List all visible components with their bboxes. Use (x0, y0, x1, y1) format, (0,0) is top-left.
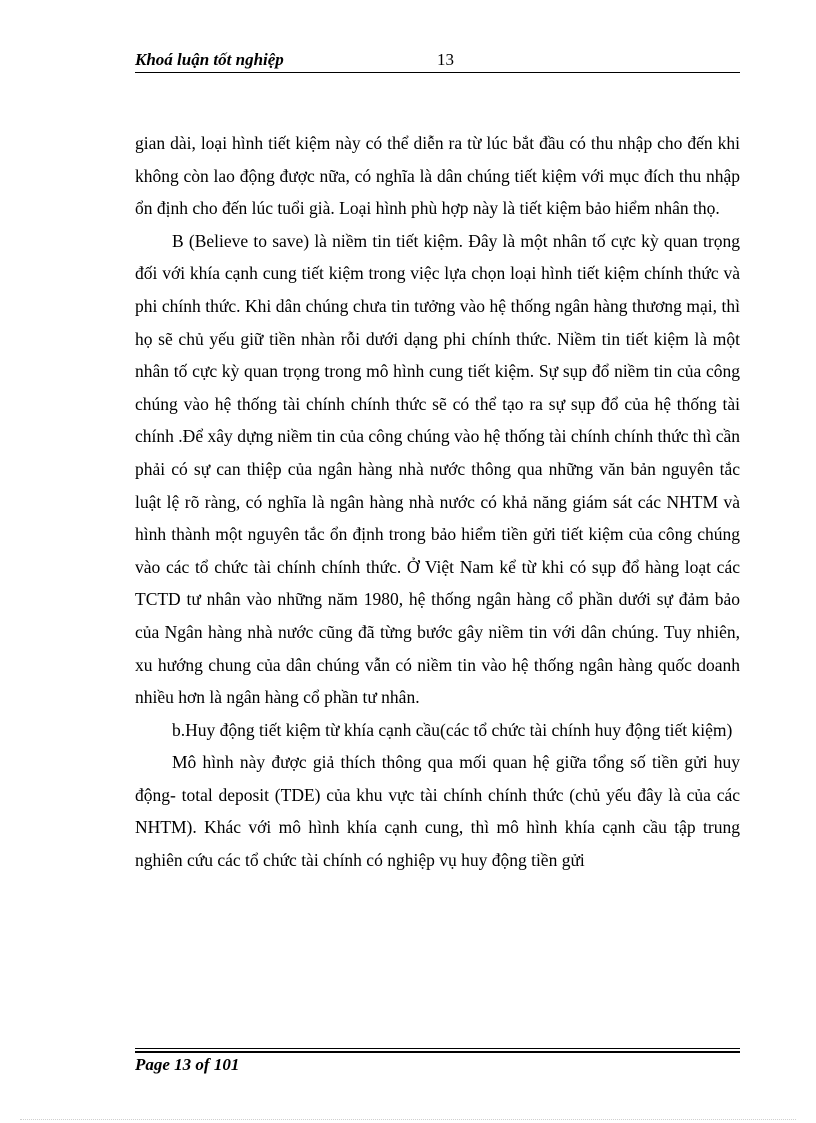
body-text (135, 127, 740, 877)
section-heading-demand-side: b.Huy động tiết kiệm từ khía cạnh cầu(các tổ chức tài chính huy động tiết kiệm) (172, 719, 733, 740)
page-header (135, 50, 740, 73)
footer-page-label: Page 13 of 101 (135, 1055, 240, 1074)
paragraph-believe-to-save: B (Believe to save) là niềm tin tiết kiệm. Đây là một nhân tố cực kỳ quan trọng đối với khía cạnh cung tiết kiệm trong việc lựa chọn loại hình tiết kiệm chính thức và phi chính thức. Khi dân chúng chưa tin tưởng vào hệ thống ngân hàng thương mại, thì họ sẽ chủ yếu giữ tiền nhàn rỗi dưới dạng phi chính thức. Niềm tin tiết kiệm là một nhân tố cực kỳ quan trọng trong mô hình cung tiết kiệm. Sự sụp đổ niềm tin của công chúng vào hệ thống tài chính chính thức sẽ có thể tạo ra sự sụp đổ của hệ thống tài chính .Để xây dựng niềm tin của công chúng vào hệ thống tài chính chính thức thì cần phải có sự can thiệp của ngân hàng nhà nước thông qua những văn bản nguyên tắc luật lệ rõ ràng, có nghĩa là ngân hàng nhà nước có khả năng giám sát các NHTM và hình thành một nguyên tắc ổn định trong bảo hiểm tiền gửi tiết kiệm của công chúng vào các tổ chức tài chính chính thức. Ở Việt Nam kể từ khi có sụp đổ hàng loạt các TCTD tư nhân vào những năm 1980, hệ thống ngân hàng cổ phần dưới sự đảm bảo của Ngân hàng nhà nước cũng đã từng bước gây niềm tin với dân chúng. Tuy nhiên, xu hướng chung của dân chúng vẫn có niềm tin vào hệ thống ngân hàng quốc doanh nhiều hơn là ngân hàng cổ phần tư nhân. (135, 230, 740, 708)
header-title: Khoá luận tốt nghiệp (135, 50, 284, 69)
page-bottom-divider (20, 1119, 796, 1120)
paragraph-demand-model: Mô hình này được giả thích thông qua mối quan hệ giữa tổng số tiền gửi huy động- total deposit (TDE) của khu vực tài chính chính thức (chủ yếu đây là của các NHTM). Khác với mô hình khía cạnh cung, thì mô hình khía cạnh cầu tập trung nghiên cứu các tổ chức tài chính có nghiệp vụ huy động tiền gửi (135, 752, 740, 871)
footer-rule-top (135, 1048, 740, 1049)
header-page-number: 13 (437, 50, 454, 69)
paragraph-continuation: gian dài, loại hình tiết kiệm này có thể diễn ra từ lúc bắt đầu có thu nhập cho đến khi không còn lao động được nữa, có nghĩa là dân chúng tiết kiệm với mục đích thu nhập ổn định cho đến lúc tuổi già. Loại hình phù hợp này là tiết kiệm bảo hiểm nhân thọ. (135, 133, 740, 219)
footer-rule-bottom (135, 1051, 740, 1053)
